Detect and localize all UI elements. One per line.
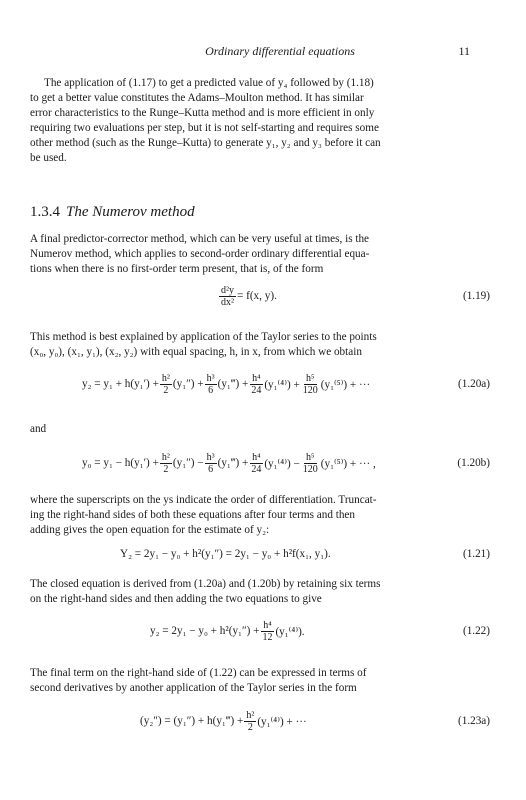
text-line: The application of (1.17) to get a predicted value of y₄ followed by (1.18) xyxy=(44,77,374,89)
equation-number: (1.22) xyxy=(462,625,490,637)
section-heading xyxy=(30,204,195,221)
equation-number: (1.21) xyxy=(462,548,490,560)
text-line: (x₀, y₀), (x₁, y₁), (x₂, y₂) with equal spacing, h, in x, from which we obtain xyxy=(30,346,362,358)
page-number: 11 xyxy=(458,44,470,58)
derivative-fraction: $\frac{\text{d²y}}{\text{dx²}}$ xyxy=(221,284,234,308)
equation-1-19 xyxy=(30,279,490,313)
section-number: 1.3.4 xyxy=(30,204,60,220)
text-line: where the superscripts on the ys indicate the order of differentiation. Truncat- xyxy=(30,494,377,506)
text-line: be used. xyxy=(30,152,67,164)
equation-number: (1.23a) xyxy=(458,715,490,727)
equation-number: (1.20b) xyxy=(457,457,490,469)
text-line: Numerov method, which applies to second-order ordinary differential equa- xyxy=(30,248,370,260)
equation-body: Y₂ = 2y₁ − y₀ + h²(y₁″) = 2y₁ − y₀ + h²f(x₁, y₁). xyxy=(120,548,331,560)
paragraph-final-term xyxy=(30,666,490,696)
text-line: to get a better value constitutes the Adams–Moulton method. It has similar xyxy=(30,92,364,104)
text-line: requiring two evaluations per step, but it is not self-starting and requires some xyxy=(30,122,379,134)
equation-number: (1.19) xyxy=(462,290,490,302)
paragraph-numerov-intro xyxy=(30,232,490,277)
text-line: other method (such as the Runge–Kutta) to generate y₁, y₂ and y₃ before it can xyxy=(30,137,381,149)
text-line: The closed equation is derived from (1.20a) and (1.20b) by retaining six terms xyxy=(30,578,381,590)
equation-1-20a: y₂ = y₁ + h(y₁′) + $\frac{\text{h²}}{2}$ (y₁″) + $\frac{\text{h³}}{6}$ (y₁‴) + $\frac{\text{h⁴}}{24}$ (y₁⁽⁴⁾) + $\frac{\text{h⁵}}{120}$ (y₁⁽⁵⁾) + ··· (1.20a) xyxy=(30,367,490,401)
text-line: This method is best explained by application of the Taylor series to the points xyxy=(30,331,377,343)
paragraph-taylor-series xyxy=(30,330,490,360)
paragraph-adams-moulton xyxy=(30,76,490,166)
text-line: error characteristics to the Runge–Kutta method and is more efficient in only xyxy=(30,107,375,119)
equation-1-21 xyxy=(30,537,490,571)
text-line: on the right-hand sides and then adding the two equations to give xyxy=(30,593,322,605)
text-line: adding gives the open equation for the estimate of y₂: xyxy=(30,524,270,536)
text-line: The final term on the right-hand side of (1.22) can be expressed in terms of xyxy=(30,667,367,679)
page-header xyxy=(90,44,470,60)
text-line: A final predictor-corrector method, which can be very useful at times, is the xyxy=(30,233,370,245)
equation-number: (1.20a) xyxy=(458,378,490,390)
equation-rhs: = f(x, y). xyxy=(237,290,277,302)
text-line: tions when there is no first-order term present, that is, of the form xyxy=(30,263,324,275)
equation-1-22: y₂ = 2y₁ − y₀ + h²(y₁″) + $\frac{\text{h⁴}}{12}$ (y₁⁽⁴⁾). (1.22) xyxy=(30,614,490,648)
equation-1-23a: (y₂″) = (y₁″) + h(y₁‴) + $\frac{\text{h²}}{2}$ (y₁⁽⁴⁾) + ··· (1.23a) xyxy=(30,704,490,738)
equation-1-20b: y₀ = y₁ − h(y₁′) + $\frac{\text{h²}}{2}$ (y₁″) − $\frac{\text{h³}}{6}$ (y₁‴) + $\frac{\text{h⁴}}{24}$ (y₁⁽⁴⁾) − $\frac{\text{h⁵}}{120}$ (y₁⁽⁵⁾) + ··· , (1.20b) xyxy=(30,446,490,480)
text-and: and xyxy=(30,423,47,435)
paragraph-closed-equation xyxy=(30,577,490,607)
text-line: ing the right-hand sides of both these equations after four terms and then xyxy=(30,509,355,521)
text-line: second derivatives by another application of the Taylor series in the form xyxy=(30,682,357,694)
running-title: Ordinary differential equations xyxy=(205,44,355,58)
paragraph-truncating xyxy=(30,493,490,538)
section-title: The Numerov method xyxy=(66,204,195,220)
